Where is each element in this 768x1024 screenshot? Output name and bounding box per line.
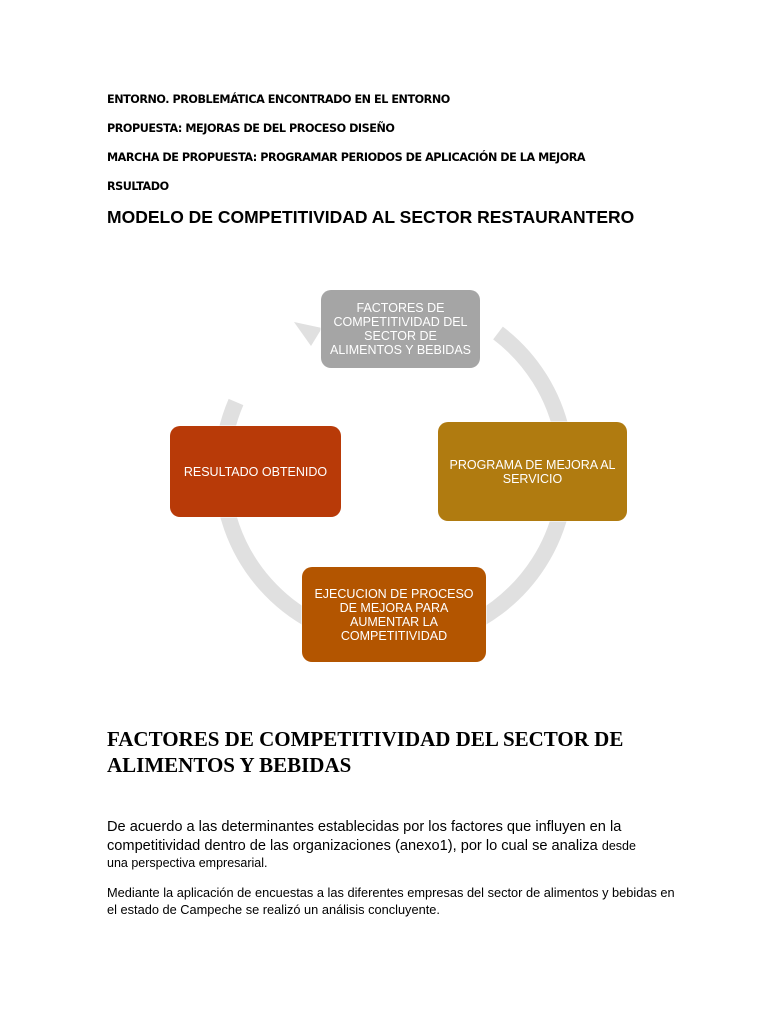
paragraph-determinantes-tail: una perspectiva empresarial. bbox=[107, 856, 268, 870]
header-line-resultado: RSULTADO bbox=[107, 180, 169, 193]
paragraph-determinantes-desde: desde bbox=[601, 839, 636, 853]
cycle-arrowhead-icon bbox=[294, 322, 322, 346]
section-title: FACTORES DE COMPETITIVIDAD DEL SECTOR DE ALIMENTOS Y BEBIDAS bbox=[107, 727, 624, 777]
node-resultado-label: RESULTADO OBTENIDO bbox=[183, 464, 328, 479]
node-resultado bbox=[170, 426, 341, 517]
paragraph-determinantes-main: De acuerdo a las determinantes establecidas por los factores que influyen en la competitividad dentro de las organizaciones (anexo1), por lo cual se analiza bbox=[107, 819, 622, 854]
paragraph-encuestas: Mediante la aplicación de encuestas a las diferentes empresas del sector de alimentos y bebidas en el estado de Campeche se realizó un análisis concluyente. bbox=[107, 885, 675, 917]
header-line-marcha: MARCHA DE PROPUESTA: PROGRAMAR PERIODOS DE APLICACIÓN DE LA MEJORA bbox=[107, 151, 586, 164]
paragraph-determinantes bbox=[107, 818, 687, 871]
node-ejecucion bbox=[302, 567, 486, 662]
header-line-propuesta: PROPUESTA: MEJORAS DE DEL PROCESO DISEÑO bbox=[107, 122, 395, 135]
node-programa-label: PROGRAMA DE MEJORA AL SERVICIO bbox=[449, 457, 616, 486]
node-factores-label: FACTORES DE COMPETITIVIDAD DEL SECTOR DE ALIMENTOS Y BEBIDAS bbox=[329, 301, 472, 357]
model-title: MODELO DE COMPETITIVIDAD AL SECTOR RESTAURANTERO bbox=[107, 207, 635, 227]
header-line-entorno: ENTORNO. PROBLEMÁTICA ENCONTRADO EN EL ENTORNO bbox=[107, 93, 450, 106]
node-programa bbox=[438, 422, 627, 521]
node-ejecucion-label: EJECUCION DE PROCESO DE MEJORA PARA AUMENTAR LA COMPETITIVIDAD bbox=[314, 586, 474, 643]
node-factores bbox=[321, 290, 480, 368]
